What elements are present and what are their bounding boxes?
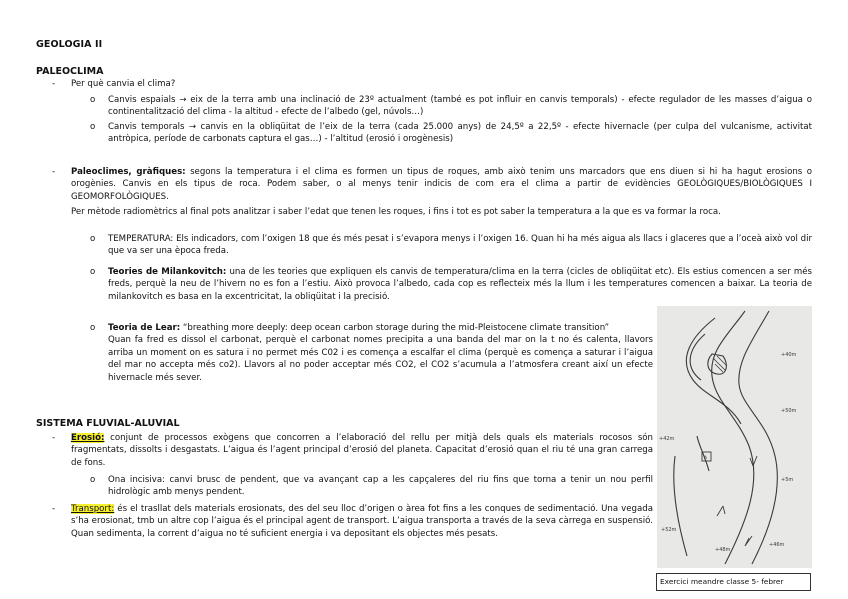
contour-label: +40m (781, 352, 797, 358)
circle-bullet: o (90, 122, 96, 132)
text-lear: Quan fa fred es dissol el carbonat, perquè el carbonat nomes precipita a una banda del mar on la t no és calenta, llavors arriba un moment on es satura i no permet més C02 i es comença a escalfar el clima (perquè es comença a saturar i l’aigua del mar no accepta més co2). Llavors al no poder acceptar més CO2, el CO2 s’acumula a l’atmosfera creant així un efecte hivernacle més sever. (108, 335, 653, 383)
paragraph-erosio (71, 432, 653, 469)
item-lear (108, 322, 653, 384)
circle-bullet: o (90, 267, 96, 277)
contour-label: +46m (769, 542, 785, 548)
section-title-fluvial: SISTEMA FLUVIAL-ALUVIAL (36, 418, 180, 429)
dash-bullet: - (52, 504, 56, 514)
contour-label: A (704, 456, 708, 461)
document-title: GEOLOGIA II (36, 39, 103, 50)
contour-label: +48m (715, 547, 731, 553)
contour-label: +52m (661, 527, 677, 533)
meander-sketch-figure (657, 306, 812, 568)
dash-bullet: - (52, 167, 56, 177)
label-erosio: Erosió: (71, 433, 105, 443)
label-milankovitch: Teories de Milankovitch: (108, 267, 227, 277)
paragraph-paleoclimes (71, 166, 812, 203)
item-ona-incisiva: Ona incisiva: canvi brusc de pendent, que va avançant cap a les capçaleres del riu fins que torna a tenir un nou perfil hidrològic amb menys pendent. (108, 475, 653, 498)
contour-label: +42m (659, 436, 675, 442)
item-spatial-changes: Canvis espaials → eix de la terra amb una inclinació de 23º actualment (també es pot influir en canvis temporals) - efecte regulador de les masses d’aigua o continentalització del clima - la altitud - efecte de l’albedo (gel, núvols…) (108, 95, 812, 118)
meander-sketch (657, 306, 812, 568)
section-title-paleoclima: PALEOCLIMA (36, 66, 104, 77)
label-transport: Transport: (71, 504, 115, 514)
circle-bullet: o (90, 95, 96, 105)
item-temperature: TEMPERATURA: Els indicadors, com l’oxigen 18 que és més pesat i s’evapora menys i l’oxigen 16. Quan hi ha més aigua als llacs i glaceres que a l’oceà això vol dir que va ser una època freda. (108, 234, 812, 257)
contour-label: +50m (781, 408, 797, 414)
text-lear-quote: “breathing more deeply: deep ocean carbon storage during the mid-Pleistocene climate transition” (180, 323, 610, 333)
paragraph-radiometric: Per mètode radiomètrics al final pots analitzar i saber l’edat que tenen les roques, i fins i tot es pot saber la temperatura a la que es va formar la roca. (71, 207, 721, 217)
text-milankovitch: una de les teories que expliquen els canvis de temperatura/clima en la terra (cicles de obliqüitat etc). Els estius comencen a ser més freds, perquè la neu de l’hivern no es fon a l’estiu. Això provoca l’albedo, cada cop es reflecteix més la llum i les temperatures comencen a baixar. La teoria de milankovitch es basa en la excentricitat, la obliqüitat i la precisió. (108, 267, 812, 302)
text-erosio: conjunt de processos exògens que concorren a l’elaboració del rellu per mitjà dels quals els materials rocosos són fragmentats, dissolts i desgastats. L’aigua és l’agent principal d’erosió del planeta. Capacitat d’erosió quan el riu té una gran carrega de fons. (71, 433, 653, 468)
circle-bullet: o (90, 234, 96, 244)
label-lear: Teoria de Lear: (108, 323, 181, 333)
question-why-climate-changes: Per què canvia el clima? (71, 79, 176, 89)
item-milankovitch (108, 266, 812, 303)
paragraph-transport (71, 503, 653, 540)
circle-bullet: o (90, 475, 96, 485)
item-temporal-changes: Canvis temporals → canvis en la obliqüitat de l’eix de la terra (cada 25.000 anys) de 24,5º a 22,5º - efecte hivernacle (per culpa del vulcanisme, activitat antròpica, període de carbonats captura el gas…) - l’altitud (erosió i orogènesis) (108, 122, 812, 145)
circle-bullet: o (90, 323, 96, 333)
dash-bullet: - (52, 433, 56, 443)
dash-bullet: - (52, 79, 56, 89)
text-paleoclimes: segons la temperatura i el clima es formen un tipus de roques, amb això tenim uns marcadors que ens diuen si hi ha hagut erosions o orogènies. Canvis en els tipus de roca. Podem saber, o al menys tenir indicis de com era el clima a partir de evidències GEOLÒGIQUES/BIOLÒGIQUES I GEOMORFOLÒGIQUES. (71, 167, 812, 202)
contour-label: +5m (781, 477, 794, 483)
text-transport: és el trasllat dels materials erosionats, des del seu lloc d’origen o àrea fot fins a les conques de sedimentació. Una vegada s’ha erosionat, tmb un altre cop l’aigua és el principal agent de transport. L’aigua transporta a través de la seva càrrega en suspensió. Quan sedimenta, la corrent d’aigua no té suficient energia i va depositant els objectes més pesats. (71, 504, 653, 539)
label-paleoclimes: Paleoclimes, gràfiques: (71, 167, 186, 177)
figure-caption: Exercici meandre classe 5- febrer (656, 573, 811, 591)
